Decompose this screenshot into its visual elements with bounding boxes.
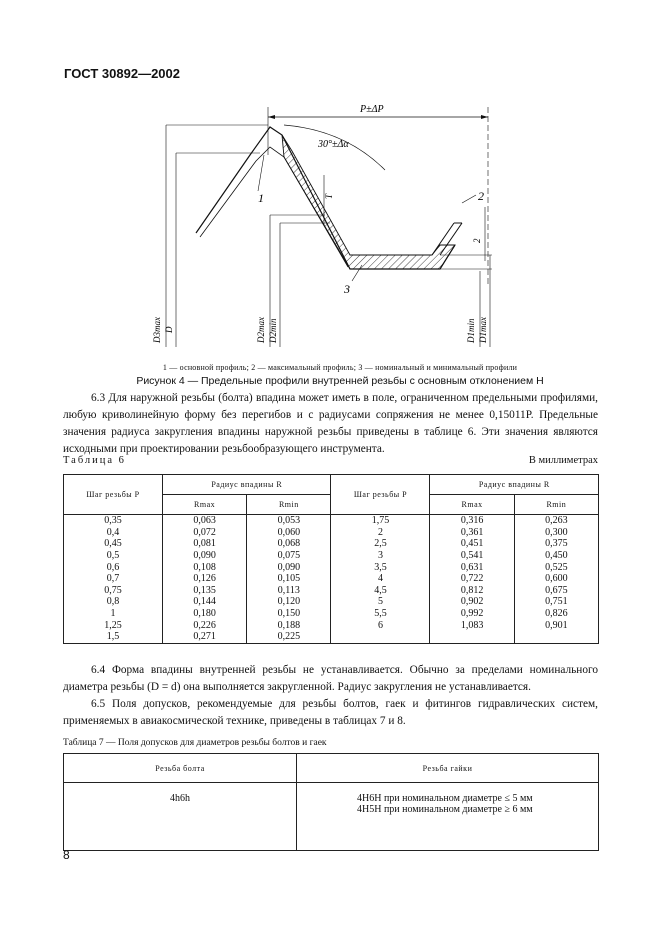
table-cell: 0,525 <box>514 561 598 573</box>
t6-col-rmin-left: Rmin <box>247 495 331 515</box>
t7-col-nut: Резьба гайки <box>297 754 599 783</box>
table-cell: 0,316 <box>430 515 514 527</box>
angle-label: 30°±Δα <box>318 139 349 150</box>
table-cell: 0,45 <box>64 538 163 550</box>
table-cell: 0,541 <box>430 550 514 562</box>
table-cell: 0,113 <box>247 585 331 597</box>
table-cell: 0,901 <box>514 619 598 631</box>
t6-col-pitch-right: Шаг резьбы P <box>331 475 430 515</box>
t6-col-radius-left: Радиус впадины R <box>163 475 331 495</box>
table-cell: 0,180 <box>163 608 247 620</box>
table-cell: 4 <box>331 573 430 585</box>
nominal-profile-hatch <box>282 135 455 269</box>
table-row <box>64 631 599 643</box>
table-cell: 0,144 <box>163 596 247 608</box>
table-cell: 0,631 <box>430 561 514 573</box>
table-cell: 0,361 <box>430 527 514 539</box>
t6-col-pitch-left: Шаг резьбы P <box>64 475 163 515</box>
table-cell: 0,600 <box>514 573 598 585</box>
label-d2max: D2max <box>256 317 266 343</box>
table-cell: 0,300 <box>514 527 598 539</box>
callout-2: 2 <box>478 189 484 203</box>
table-cell: 2,5 <box>331 538 430 550</box>
table-cell: 0,126 <box>163 573 247 585</box>
label-d: D <box>164 326 174 333</box>
table-cell: 0,063 <box>163 515 247 527</box>
figure-legend: 1 — основной профиль; 2 — максимальный профиль; 3 — номинальный и минимальный профили <box>162 363 518 372</box>
table-cell: 1,5 <box>64 631 163 643</box>
table-cell: 0,812 <box>430 585 514 597</box>
table-cell: 0,090 <box>247 561 331 573</box>
to1-label-right: 2 <box>472 238 482 243</box>
label-d3max: D3max <box>152 317 162 343</box>
t6-col-rmax-left: Rmax <box>163 495 247 515</box>
table-cell: 4,5 <box>331 585 430 597</box>
table6 <box>63 474 599 644</box>
table-cell: 0,105 <box>247 573 331 585</box>
basic-profile-line <box>200 147 348 267</box>
table-cell: 0,135 <box>163 585 247 597</box>
table-cell: 0,451 <box>430 538 514 550</box>
table-row <box>64 608 599 620</box>
table-cell: 0,226 <box>163 619 247 631</box>
table-cell: 3 <box>331 550 430 562</box>
table-row <box>64 585 599 597</box>
table-cell: 5 <box>331 596 430 608</box>
table-cell: 0,150 <box>247 608 331 620</box>
to1-label-left: T <box>324 193 334 199</box>
table-cell: 0,4 <box>64 527 163 539</box>
table-cell: 0,8 <box>64 596 163 608</box>
table-cell: 1,75 <box>331 515 430 527</box>
table-cell <box>514 631 598 643</box>
table-cell: 0,902 <box>430 596 514 608</box>
table-cell: 0,068 <box>247 538 331 550</box>
table7-label: Таблица 7 — Поля допусков для диаметров резьбы болтов и гаек <box>63 738 327 748</box>
table-cell: 0,5 <box>64 550 163 562</box>
paragraph-6-5: 6.5 Поля допусков, рекомендуемые для резьбы болтов, гаек и фитингов гидравлических систем, применяемых в авиакосмической технике, приведены в таблицах 7 и 8. <box>63 698 598 727</box>
t7-bolt-value: 4h6h <box>64 783 297 851</box>
t7-nut-line2: 4H5H при номинальном диаметре ≥ 6 мм <box>357 804 533 815</box>
t6-col-rmax-right: Rmax <box>430 495 514 515</box>
callout-1: 1 <box>258 191 264 205</box>
table7 <box>63 753 599 851</box>
table-cell: 0,450 <box>514 550 598 562</box>
table-cell: 1 <box>64 608 163 620</box>
table-cell: 3,5 <box>331 561 430 573</box>
thread-profile-figure <box>60 95 620 360</box>
table-cell: 0,188 <box>247 619 331 631</box>
table6-units: В миллиметрах <box>528 455 598 466</box>
table-cell: 0,35 <box>64 515 163 527</box>
t6-col-rmin-right: Rmin <box>514 495 598 515</box>
paragraph-6-4: 6.4 Форма впадины внутренней резьбы не устанавливается. Обычно за пределами номинального диаметра резьбы (D = d) она выполняется закругленной. Радиус закругления не устанавливается. <box>63 664 598 693</box>
table-cell <box>430 631 514 643</box>
table-cell: 1,25 <box>64 619 163 631</box>
table-row <box>64 596 599 608</box>
table-cell: 0,120 <box>247 596 331 608</box>
table-cell: 0,081 <box>163 538 247 550</box>
table-cell: 0,722 <box>430 573 514 585</box>
table6-label: Таблица 6 <box>63 455 126 466</box>
table-cell: 0,992 <box>430 608 514 620</box>
table-cell: 0,263 <box>514 515 598 527</box>
table-cell: 0,75 <box>64 585 163 597</box>
table-cell: 0,271 <box>163 631 247 643</box>
table-cell: 2 <box>331 527 430 539</box>
table-row <box>64 538 599 550</box>
page-number: 8 <box>63 848 70 862</box>
table-cell: 0,826 <box>514 608 598 620</box>
table-cell: 6 <box>331 619 430 631</box>
table-row <box>64 573 599 585</box>
table-cell: 0,375 <box>514 538 598 550</box>
table-row <box>64 561 599 573</box>
label-d1max: D1max <box>478 317 488 343</box>
table-cell: 0,225 <box>247 631 331 643</box>
table-cell: 0,108 <box>163 561 247 573</box>
label-d2min: D2min <box>268 318 278 343</box>
table-row <box>64 515 599 527</box>
table-row <box>64 550 599 562</box>
pitch-label: P±ΔP <box>360 104 384 115</box>
table-cell: 0,090 <box>163 550 247 562</box>
table-cell: 0,072 <box>163 527 247 539</box>
table-cell: 0,075 <box>247 550 331 562</box>
table-cell: 0,6 <box>64 561 163 573</box>
table-cell: 5,5 <box>331 608 430 620</box>
callout-3: 3 <box>344 282 350 296</box>
label-d1min: D1min <box>466 318 476 343</box>
t7-nut-line1: 4H6H при номинальном диаметре ≤ 5 мм <box>357 793 533 804</box>
table-row <box>64 619 599 631</box>
table-cell: 0,675 <box>514 585 598 597</box>
table-cell <box>331 631 430 643</box>
table-cell: 0,7 <box>64 573 163 585</box>
table-cell: 0,053 <box>247 515 331 527</box>
t7-col-bolt: Резьба болта <box>64 754 297 783</box>
table-row <box>64 527 599 539</box>
table-cell: 1,083 <box>430 619 514 631</box>
table-cell: 0,060 <box>247 527 331 539</box>
t6-col-radius-right: Радиус впадины R <box>430 475 599 495</box>
document-header: ГОСТ 30892—2002 <box>64 66 180 81</box>
figure-caption: Рисунок 4 — Предельные профили внутренней резьбы с основным отклонением Н <box>136 375 544 387</box>
table-cell: 0,751 <box>514 596 598 608</box>
paragraph-6-3: 6.3 Для наружной резьбы (болта) впадина может иметь в поле, ограниченном предельными профилями, любую криволинейную форму без перегибов и с радиусами сопряжения не менее 0,15011P. Предельные значения радиуса закругления впадины наружной резьбы приведены в таблице 6. Эти значения являются исходными при проектировании резьбообразующего инструмента. <box>63 392 598 455</box>
